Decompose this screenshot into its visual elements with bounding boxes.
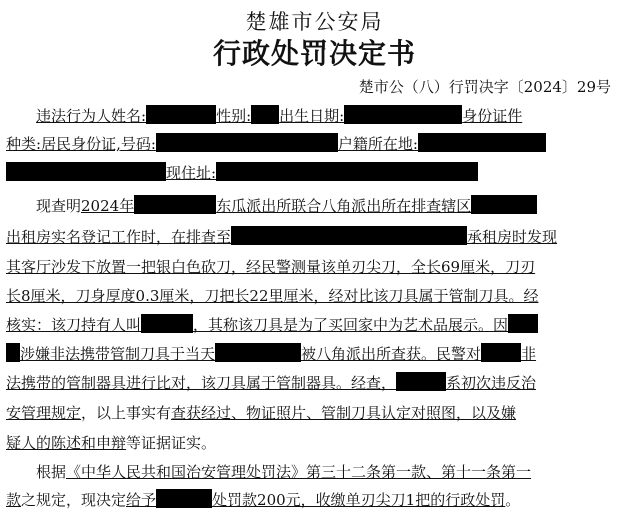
document-title: 行政处罚决定书 [212, 37, 416, 70]
name-label: 姓名: [111, 107, 147, 125]
para2-line1 [36, 460, 531, 484]
text: ，其称该刀具是为了买回家中为艺术品展示。因 [193, 316, 509, 334]
para1-line2 [6, 225, 557, 249]
redacted-name-short [508, 314, 538, 333]
redacted-name-short [481, 343, 521, 362]
redacted-id-number [156, 133, 338, 152]
para1-line4 [6, 284, 539, 308]
text: 系初次违反治 [446, 374, 537, 392]
redacted-name-short [6, 343, 20, 362]
text: 核实：该刀持有人叫 [6, 316, 142, 334]
offender-label: 违法行为人 [36, 107, 112, 125]
redacted-time [215, 343, 301, 362]
text: 疑人的陈述和申辩 [6, 434, 127, 452]
text: 根据 [36, 463, 67, 481]
text: 被八角派出所查获。民警对 [301, 345, 482, 363]
para2-line2 [6, 488, 520, 512]
redacted-address-1 [6, 162, 166, 181]
redacted-address-2 [216, 162, 478, 181]
redacted-hukou [418, 133, 546, 152]
redacted-name [146, 105, 216, 124]
address-label: 现住址: [166, 164, 217, 182]
redacted-birth-date [344, 105, 462, 124]
para1-line8 [6, 401, 516, 425]
text: 《中华人民共和国治安管理处罚法》第三十二条第一款、第十一条第一 [66, 463, 532, 481]
text: 现查明 [36, 197, 82, 215]
redacted-date [134, 195, 216, 214]
id-type-value: 居民身份证, [41, 135, 121, 153]
text: 给予 [126, 491, 157, 509]
para1-line5 [6, 313, 538, 337]
para1-line6 [6, 342, 536, 366]
text: 之规定，现决定 [21, 491, 127, 509]
para1-line3 [6, 255, 535, 279]
gender-label: 性别: [216, 107, 252, 125]
redacted-name-short [396, 372, 446, 391]
para1-line7 [6, 371, 536, 395]
text: 法携带的管制器具进行比对，该刀具属于管制器具。经查， [6, 374, 397, 392]
text: 处罚款200元，收缴单刃尖刀1把的行政处罚 [212, 491, 506, 509]
redacted-area [471, 195, 537, 214]
text: 查获经过、物证照片、管制刀具认定对照图，以及嫌 [171, 404, 517, 422]
id-line [6, 132, 546, 156]
address-line [6, 161, 478, 185]
redacted-name-short [156, 489, 212, 508]
issuing-authority: 楚雄市公安局 [245, 10, 384, 34]
id-type-prefix: 种类: [6, 135, 42, 153]
redacted-gender [251, 105, 279, 124]
para1-line1 [36, 194, 537, 218]
offender-line [36, 104, 522, 128]
document-number: 楚市公（八）行罚决字〔2024〕29号 [358, 78, 611, 96]
id-no-label: 号码: [120, 135, 156, 153]
text: ，以上事实有 [81, 404, 172, 422]
text: 非 [521, 345, 537, 363]
para1-line9 [6, 431, 216, 455]
text: 承租房时发现 [467, 228, 558, 246]
id-label: 身份证件 [462, 107, 523, 125]
redacted-holder-name [141, 314, 193, 333]
birth-label: 出生日期: [279, 107, 345, 125]
text: 等证据证实。 [126, 434, 217, 452]
text: 安管理规定 [6, 404, 82, 422]
text: 。 [505, 491, 521, 509]
text: 涉嫌非法携带管制刀具于当天 [20, 345, 216, 363]
hukou-label: 户籍所在地: [337, 135, 418, 153]
redacted-location [231, 226, 467, 245]
text: 长8厘米，刀身厚度0.3厘米，刀把长22里厘米，经对比该刀具属于管制刀具。经 [6, 287, 539, 305]
text: 2024年 [81, 197, 135, 215]
text: 出租房实名登记工作时，在排查至 [6, 228, 232, 246]
text: 东瓜派出所联合八角派出所在排查辖区 [216, 197, 472, 215]
text: 其客厅沙发下放置一把银白色砍刀，经民警测量该单刃尖刀，全长69厘米，刀刃 [6, 258, 536, 276]
text: 款 [6, 491, 22, 509]
